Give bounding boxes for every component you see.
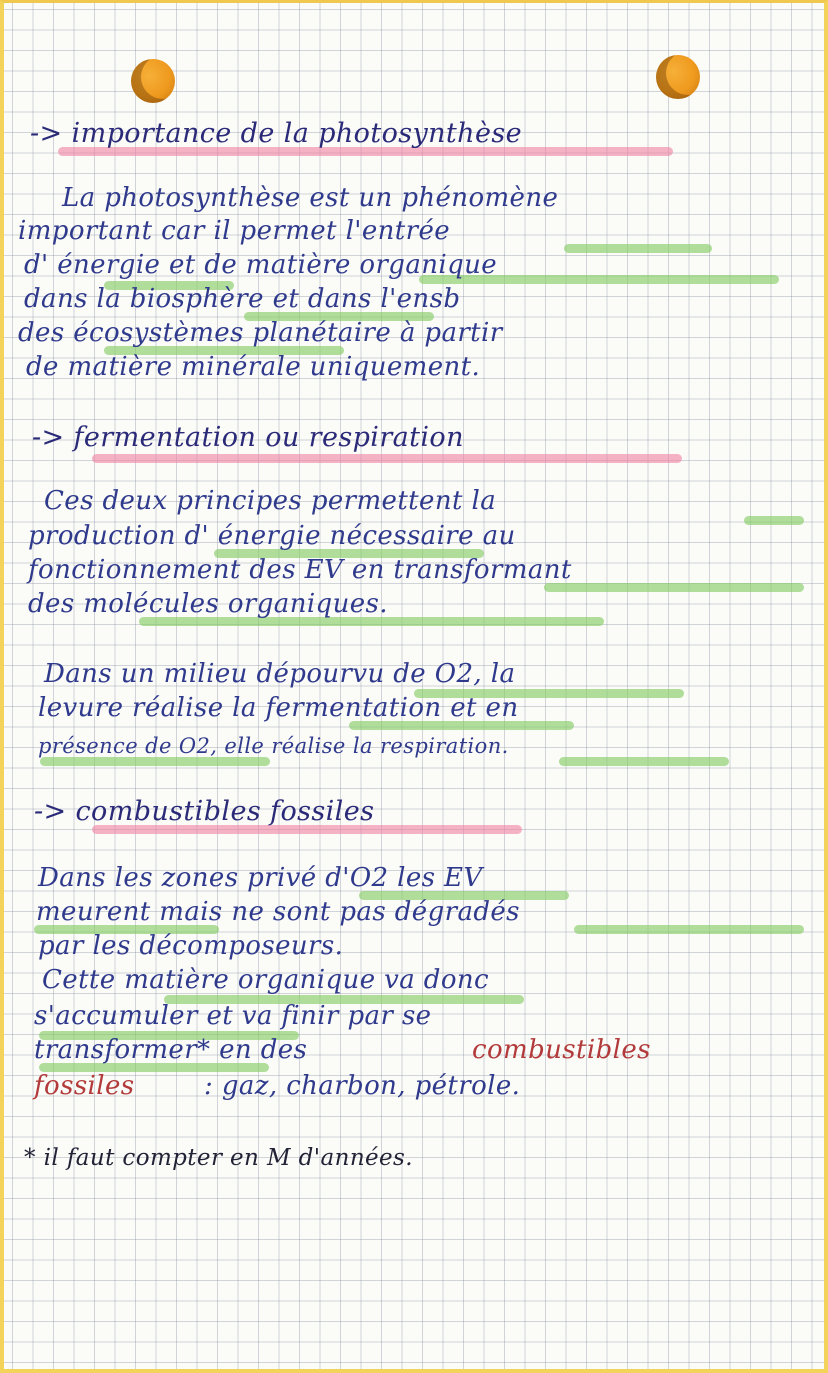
text-line: par les décomposeurs.	[38, 931, 344, 961]
highlight-la	[744, 516, 804, 525]
text-line: important car il permet l'entrée	[18, 216, 451, 246]
text-line: s'accumuler et va finir par se	[34, 1001, 432, 1031]
text-line: de matière minérale uniquement.	[26, 352, 481, 382]
heading-combustibles-fossiles: -> combustibles fossiles	[34, 796, 375, 827]
text-line: des molécules organiques.	[28, 589, 388, 619]
text-line: dans la biosphère et dans l'ensb	[24, 284, 461, 314]
text-line: meurent mais ne sont pas dégradés	[36, 897, 520, 927]
text-line: des écosystèmes planétaire à partir	[18, 318, 503, 348]
text-line: fonctionnement des EV en transformant	[28, 555, 572, 585]
text-line: présence de O2, elle réalise la respiration.	[38, 734, 509, 758]
highlight-degrades	[574, 925, 804, 934]
footnote: * il faut compter en M d'années.	[24, 1145, 413, 1171]
highlight-heading-2	[92, 454, 682, 463]
text-line: : gaz, charbon, pétrole.	[204, 1071, 521, 1101]
text-fossiles: fossiles	[34, 1071, 135, 1101]
text-line: transformer* en des	[34, 1035, 308, 1065]
highlight-entree	[564, 244, 712, 253]
binder-hole-right	[656, 55, 700, 99]
text-line: levure réalise la fermentation et en	[38, 693, 519, 723]
text-line: Dans les zones privé d'O2 les EV	[38, 863, 483, 893]
text-line: Dans un milieu dépourvu de O2, la	[44, 659, 516, 689]
heading-photosynthese: -> importance de la photosynthèse	[30, 118, 522, 149]
text-line: production d' énergie nécessaire au	[28, 521, 516, 551]
text-line: Cette matière organique va donc	[42, 965, 489, 995]
binder-hole-left	[131, 59, 175, 103]
text-line: La photosynthèse est un phénomène	[62, 183, 559, 213]
text-combustibles: combustibles	[472, 1035, 651, 1065]
highlight-transformant	[544, 583, 804, 592]
heading-fermentation-respiration: -> fermentation ou respiration	[32, 422, 464, 453]
text-line: d' énergie et de matière organique	[24, 250, 498, 280]
text-line: Ces deux principes permettent la	[44, 486, 497, 516]
highlight-respiration	[559, 757, 729, 766]
